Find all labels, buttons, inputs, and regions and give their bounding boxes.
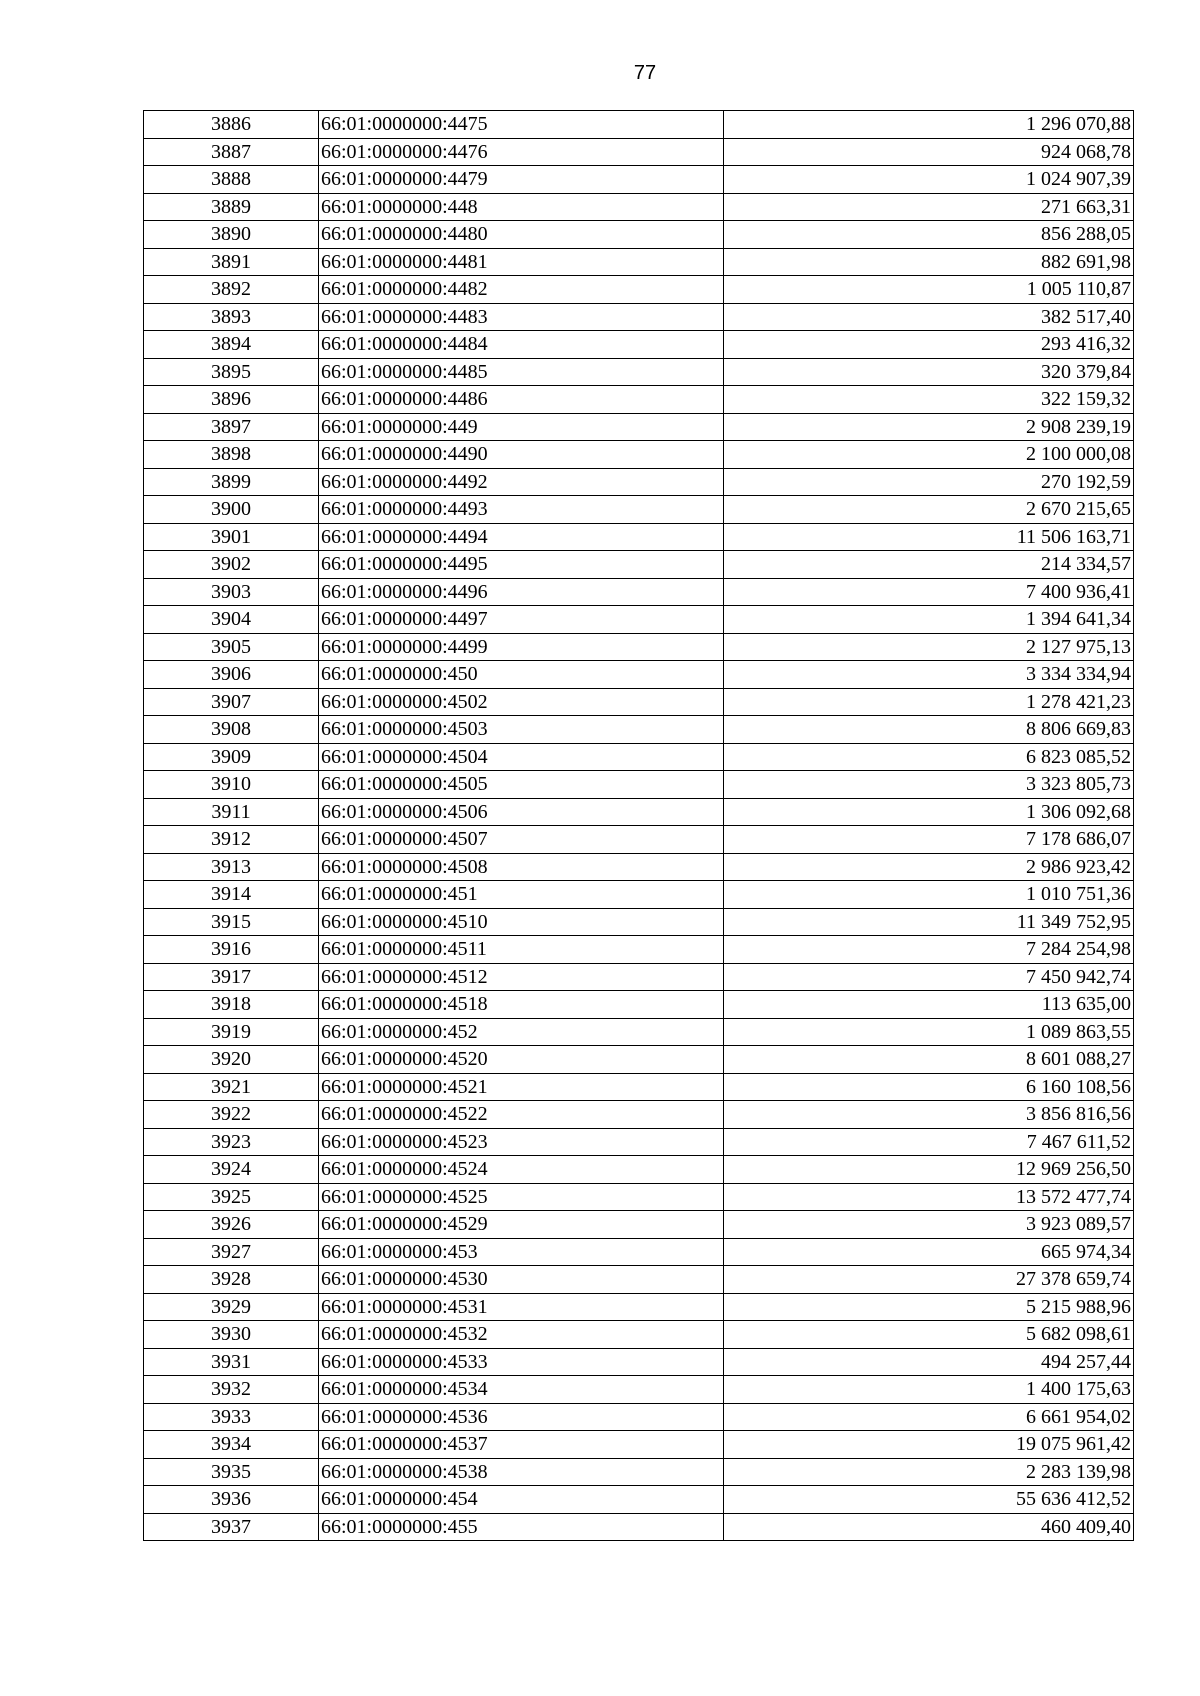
cadastral-number: 66:01:0000000:4521 [319,1073,724,1101]
row-number: 3914 [144,881,319,909]
row-number: 3921 [144,1073,319,1101]
row-number: 3899 [144,468,319,496]
row-number: 3913 [144,853,319,881]
cadastral-number: 66:01:0000000:4512 [319,963,724,991]
table-row [144,413,1134,441]
row-number: 3902 [144,551,319,579]
cadastral-number: 66:01:0000000:4484 [319,331,724,359]
table-row [144,1266,1134,1294]
row-number: 3907 [144,688,319,716]
cadastral-value: 13 572 477,74 [724,1183,1134,1211]
row-number: 3896 [144,386,319,414]
table-row [144,881,1134,909]
cadastral-number: 66:01:0000000:4522 [319,1101,724,1129]
cadastral-number: 66:01:0000000:454 [319,1486,724,1514]
row-number: 3928 [144,1266,319,1294]
table-row [144,1513,1134,1541]
cadastral-number: 66:01:0000000:4530 [319,1266,724,1294]
cadastral-number: 66:01:0000000:4507 [319,826,724,854]
cadastral-value: 2 283 139,98 [724,1458,1134,1486]
cadastral-value: 1 278 421,23 [724,688,1134,716]
cadastral-value: 5 215 988,96 [724,1293,1134,1321]
table-row [144,1128,1134,1156]
table-row [144,1046,1134,1074]
cadastral-number: 66:01:0000000:4532 [319,1321,724,1349]
row-number: 3937 [144,1513,319,1541]
cadastral-value: 924 068,78 [724,138,1134,166]
table-row [144,1348,1134,1376]
cadastral-number: 66:01:0000000:450 [319,661,724,689]
row-number: 3931 [144,1348,319,1376]
table-row [144,1101,1134,1129]
cadastral-value: 293 416,32 [724,331,1134,359]
table-row [144,716,1134,744]
cadastral-number: 66:01:0000000:4482 [319,276,724,304]
table-row [144,1293,1134,1321]
cadastral-number: 66:01:0000000:4499 [319,633,724,661]
cadastral-value: 5 682 098,61 [724,1321,1134,1349]
cadastral-number: 66:01:0000000:4481 [319,248,724,276]
cadastral-number: 66:01:0000000:452 [319,1018,724,1046]
table-row [144,358,1134,386]
table-row [144,386,1134,414]
row-number: 3924 [144,1156,319,1184]
table-body [144,111,1134,1541]
cadastral-value: 856 288,05 [724,221,1134,249]
table-row [144,523,1134,551]
cadastral-number: 66:01:0000000:449 [319,413,724,441]
row-number: 3911 [144,798,319,826]
cadastral-value: 7 284 254,98 [724,936,1134,964]
cadastral-value: 7 400 936,41 [724,578,1134,606]
table-row [144,1321,1134,1349]
cadastral-value: 3 856 816,56 [724,1101,1134,1129]
table-row [144,193,1134,221]
cadastral-value: 1 024 907,39 [724,166,1134,194]
cadastral-number: 66:01:0000000:455 [319,1513,724,1541]
table-row [144,1018,1134,1046]
table-row [144,936,1134,964]
cadastral-value: 12 969 256,50 [724,1156,1134,1184]
cadastral-number: 66:01:0000000:4475 [319,111,724,139]
cadastral-value: 6 823 085,52 [724,743,1134,771]
cadastral-number: 66:01:0000000:4537 [319,1431,724,1459]
cadastral-number: 66:01:0000000:4479 [319,166,724,194]
page-number: 77 [633,62,657,84]
cadastral-value: 2 986 923,42 [724,853,1134,881]
cadastral-value: 2 127 975,13 [724,633,1134,661]
cadastral-value: 3 323 805,73 [724,771,1134,799]
row-number: 3904 [144,606,319,634]
row-number: 3886 [144,111,319,139]
row-number: 3919 [144,1018,319,1046]
cadastral-number: 66:01:0000000:4480 [319,221,724,249]
cadastral-number: 66:01:0000000:448 [319,193,724,221]
cadastral-value: 2 100 000,08 [724,441,1134,469]
cadastral-number: 66:01:0000000:4508 [319,853,724,881]
table-row [144,743,1134,771]
cadastral-value: 1 394 641,34 [724,606,1134,634]
cadastral-number: 66:01:0000000:4497 [319,606,724,634]
row-number: 3894 [144,331,319,359]
cadastral-number: 66:01:0000000:4523 [319,1128,724,1156]
table-row [144,1073,1134,1101]
table-row [144,166,1134,194]
row-number: 3932 [144,1376,319,1404]
cadastral-value: 6 160 108,56 [724,1073,1134,1101]
cadastral-value: 8 601 088,27 [724,1046,1134,1074]
row-number: 3891 [144,248,319,276]
table-row [144,963,1134,991]
cadastral-value: 1 089 863,55 [724,1018,1134,1046]
table-row [144,496,1134,524]
row-number: 3922 [144,1101,319,1129]
row-number: 3915 [144,908,319,936]
table-row [144,853,1134,881]
table-row [144,991,1134,1019]
cadastral-value: 11 506 163,71 [724,523,1134,551]
row-number: 3934 [144,1431,319,1459]
cadastral-value: 27 378 659,74 [724,1266,1134,1294]
row-number: 3901 [144,523,319,551]
table-row [144,138,1134,166]
cadastral-value: 494 257,44 [724,1348,1134,1376]
cadastral-number: 66:01:0000000:4510 [319,908,724,936]
cadastral-value: 214 334,57 [724,551,1134,579]
cadastral-number: 66:01:0000000:4505 [319,771,724,799]
table-row [144,1238,1134,1266]
row-number: 3935 [144,1458,319,1486]
cadastral-value: 55 636 412,52 [724,1486,1134,1514]
table-row [144,578,1134,606]
row-number: 3910 [144,771,319,799]
table-row [144,798,1134,826]
cadastral-value: 1 010 751,36 [724,881,1134,909]
cadastral-value: 322 159,32 [724,386,1134,414]
cadastral-value: 7 467 611,52 [724,1128,1134,1156]
table-row [144,633,1134,661]
cadastral-number: 66:01:0000000:4496 [319,578,724,606]
cadastral-value: 1 306 092,68 [724,798,1134,826]
cadastral-number: 66:01:0000000:4525 [319,1183,724,1211]
table-row [144,331,1134,359]
row-number: 3893 [144,303,319,331]
cadastral-number: 66:01:0000000:4495 [319,551,724,579]
table-row [144,441,1134,469]
cadastral-value: 382 517,40 [724,303,1134,331]
cadastral-value: 8 806 669,83 [724,716,1134,744]
table-row [144,111,1134,139]
cadastral-value: 1 005 110,87 [724,276,1134,304]
cadastral-number: 66:01:0000000:4533 [319,1348,724,1376]
table-row [144,551,1134,579]
cadastral-number: 66:01:0000000:4529 [319,1211,724,1239]
table-row [144,1156,1134,1184]
row-number: 3905 [144,633,319,661]
cadastral-number: 66:01:0000000:4476 [319,138,724,166]
row-number: 3929 [144,1293,319,1321]
cadastral-number: 66:01:0000000:4483 [319,303,724,331]
row-number: 3903 [144,578,319,606]
cadastral-number: 66:01:0000000:4492 [319,468,724,496]
cadastral-value: 320 379,84 [724,358,1134,386]
table-row [144,606,1134,634]
table-row [144,1458,1134,1486]
table-row [144,1431,1134,1459]
table-row [144,468,1134,496]
cadastral-number: 66:01:0000000:4486 [319,386,724,414]
table-row [144,1183,1134,1211]
cadastral-number: 66:01:0000000:4520 [319,1046,724,1074]
table-row [144,826,1134,854]
row-number: 3890 [144,221,319,249]
row-number: 3900 [144,496,319,524]
table-row [144,908,1134,936]
row-number: 3908 [144,716,319,744]
cadastral-number: 66:01:0000000:4511 [319,936,724,964]
row-number: 3917 [144,963,319,991]
row-number: 3909 [144,743,319,771]
cadastral-number: 66:01:0000000:4524 [319,1156,724,1184]
cadastral-number: 66:01:0000000:4531 [319,1293,724,1321]
cadastral-number: 66:01:0000000:4504 [319,743,724,771]
cadastral-value: 6 661 954,02 [724,1403,1134,1431]
table-row [144,276,1134,304]
row-number: 3897 [144,413,319,441]
row-number: 3889 [144,193,319,221]
cadastral-number: 66:01:0000000:4538 [319,1458,724,1486]
cadastral-number: 66:01:0000000:4490 [319,441,724,469]
cadastral-number: 66:01:0000000:4494 [319,523,724,551]
cadastral-value: 2 670 215,65 [724,496,1134,524]
cadastral-value: 113 635,00 [724,991,1134,1019]
row-number: 3892 [144,276,319,304]
table-row [144,771,1134,799]
table-row [144,221,1134,249]
cadastral-number: 66:01:0000000:4493 [319,496,724,524]
table-row [144,1486,1134,1514]
cadastral-value: 7 450 942,74 [724,963,1134,991]
row-number: 3916 [144,936,319,964]
cadastral-value: 7 178 686,07 [724,826,1134,854]
row-number: 3895 [144,358,319,386]
table-row [144,1376,1134,1404]
table-row [144,661,1134,689]
cadastral-value: 1 296 070,88 [724,111,1134,139]
cadastral-value: 11 349 752,95 [724,908,1134,936]
cadastral-value: 3 923 089,57 [724,1211,1134,1239]
cadastral-value: 271 663,31 [724,193,1134,221]
row-number: 3936 [144,1486,319,1514]
row-number: 3918 [144,991,319,1019]
cadastral-number: 66:01:0000000:4536 [319,1403,724,1431]
row-number: 3925 [144,1183,319,1211]
table-row [144,248,1134,276]
row-number: 3933 [144,1403,319,1431]
row-number: 3912 [144,826,319,854]
cadastral-number: 66:01:0000000:4518 [319,991,724,1019]
cadastral-value: 1 400 175,63 [724,1376,1134,1404]
cadastral-number: 66:01:0000000:4506 [319,798,724,826]
cadastral-value: 19 075 961,42 [724,1431,1134,1459]
cadastral-value: 882 691,98 [724,248,1134,276]
row-number: 3926 [144,1211,319,1239]
cadastral-number: 66:01:0000000:451 [319,881,724,909]
cadastral-value-table [143,110,1134,1541]
cadastral-number: 66:01:0000000:4534 [319,1376,724,1404]
row-number: 3930 [144,1321,319,1349]
row-number: 3920 [144,1046,319,1074]
cadastral-number: 66:01:0000000:4485 [319,358,724,386]
table-row [144,1211,1134,1239]
cadastral-value: 460 409,40 [724,1513,1134,1541]
cadastral-number: 66:01:0000000:4503 [319,716,724,744]
cadastral-value: 665 974,34 [724,1238,1134,1266]
cadastral-number: 66:01:0000000:4502 [319,688,724,716]
row-number: 3906 [144,661,319,689]
row-number: 3927 [144,1238,319,1266]
table-row [144,303,1134,331]
cadastral-value: 3 334 334,94 [724,661,1134,689]
table-row [144,1403,1134,1431]
cadastral-number: 66:01:0000000:453 [319,1238,724,1266]
cadastral-value: 270 192,59 [724,468,1134,496]
cadastral-value: 2 908 239,19 [724,413,1134,441]
row-number: 3888 [144,166,319,194]
row-number: 3898 [144,441,319,469]
table-row [144,688,1134,716]
row-number: 3887 [144,138,319,166]
row-number: 3923 [144,1128,319,1156]
